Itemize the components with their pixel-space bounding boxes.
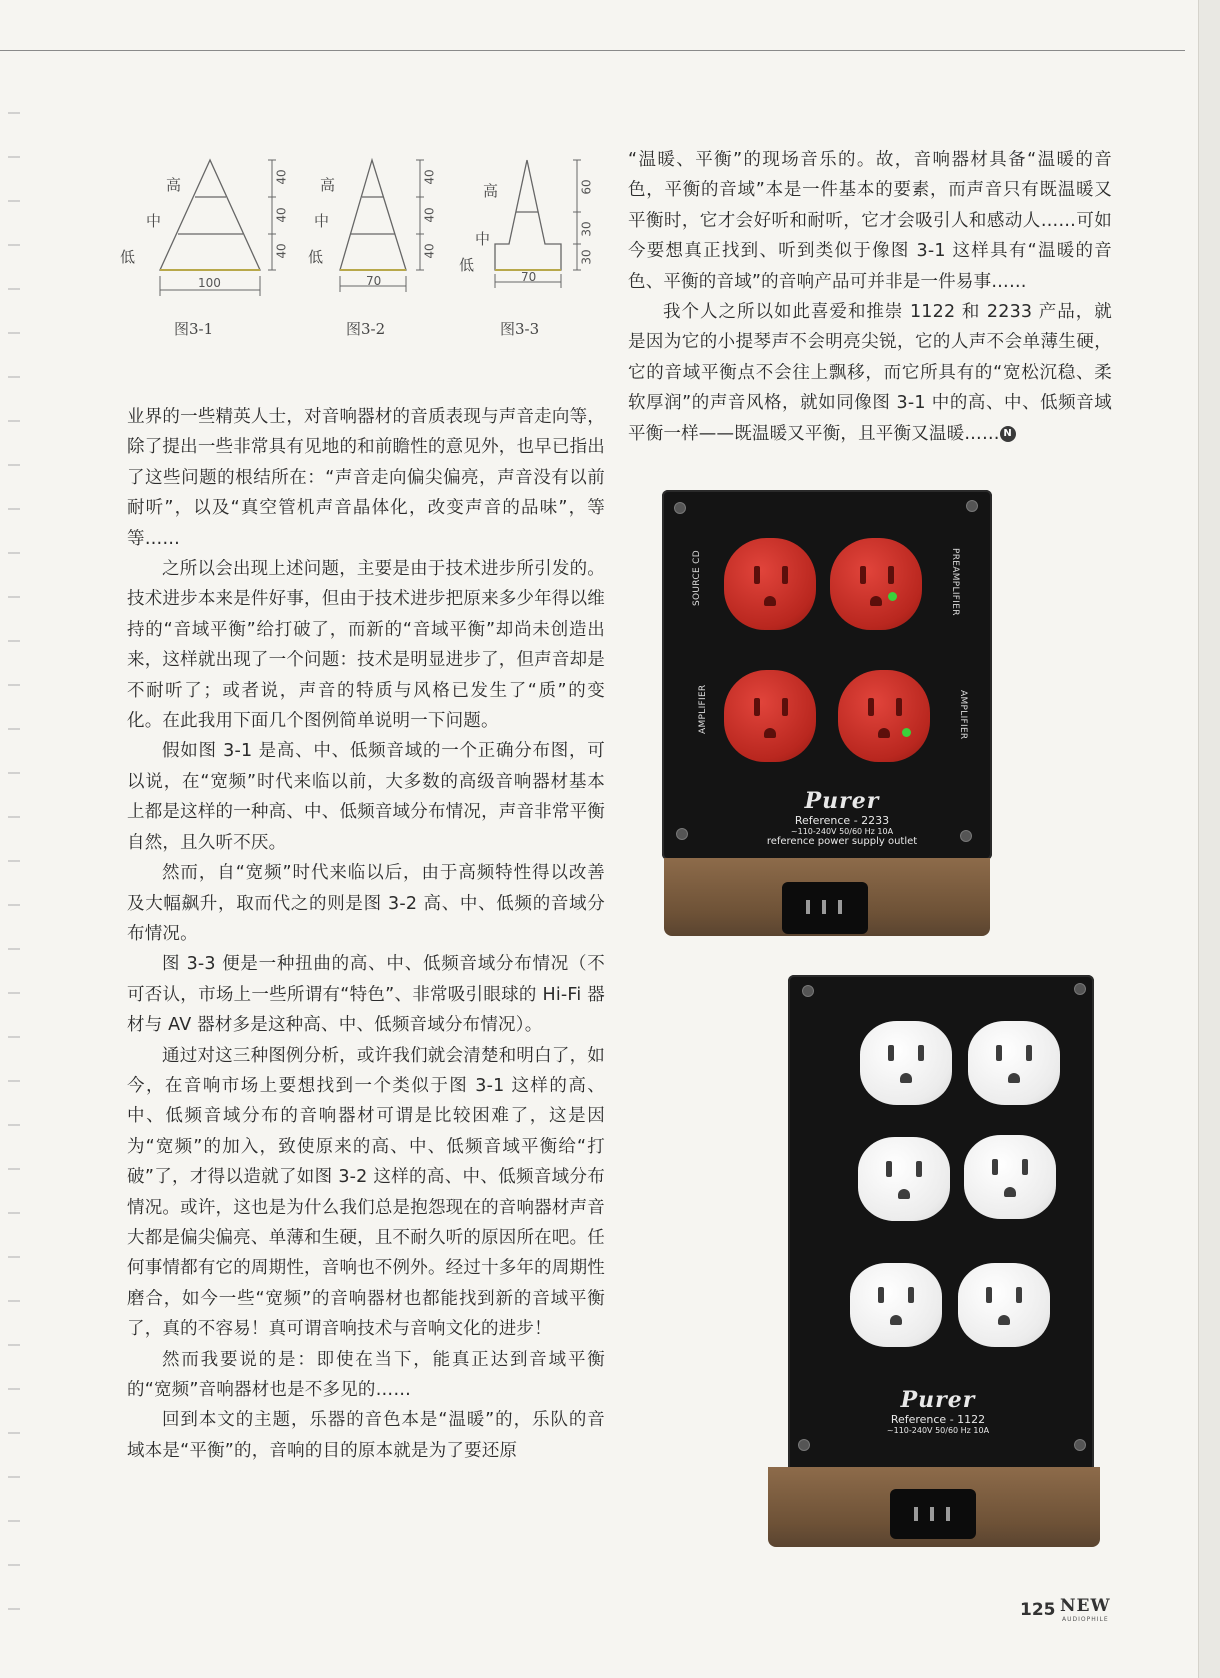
dim-seg3: 30 (579, 249, 594, 265)
product-photo-1122 (768, 975, 1100, 1553)
paragraph: 回到本文的主题，乐器的音色本是“温暖”的，乐队的音域本是“平衡”的，音响的目的原本就是为了要还原 (127, 1410, 605, 1461)
screw-icon (798, 1439, 810, 1451)
spec-label: ~110-240V 50/60 Hz 10A (886, 1426, 990, 1435)
end-mark-icon: N (1000, 426, 1016, 442)
dim-seg1: 60 (579, 179, 594, 195)
screw-icon (960, 830, 972, 842)
white-outlet-icon (860, 1021, 952, 1105)
label-preamplifier: PREAMPLIFIER (950, 548, 960, 616)
screw-icon (676, 828, 688, 840)
screw-icon (674, 502, 686, 514)
caption-3-3: 图3-3 (500, 320, 540, 338)
triangle-figure (485, 158, 615, 328)
model-label: Reference - 1122 (890, 1413, 986, 1426)
dim-seg2: 40 (274, 207, 289, 223)
label-high: 高 (166, 176, 182, 194)
white-outlet-icon (964, 1135, 1056, 1219)
margin-ticks (8, 70, 20, 1630)
label-source-cd: SOURCE CD (692, 550, 702, 606)
label-low: 低 (120, 248, 136, 266)
article-left-column (127, 402, 605, 1466)
screw-icon (966, 500, 978, 512)
paragraph: 然而我要说的是：即使在当下，能真正达到音域平衡的“宽频”音响器材也是不多见的…… (127, 1349, 605, 1400)
paragraph: “温暖、平衡”的现场音乐的。故，音响器材具备“温暖的音色，平衡的音域”本是一件基本的要素，而声音只有既温暖又平衡时，它才会好听和耐听，它才会吸引人和感动人……可如今要想真正找到、听到类似于像图 3-1 这样具有“温暖的音色、平衡的音域”的音响产品可并非是一件易事…… (628, 150, 1112, 292)
indicator-led-icon (902, 728, 911, 737)
brand-plate (742, 788, 942, 847)
label-high: 高 (320, 176, 336, 194)
label-amplifier-left: AMPLIFIER (698, 684, 708, 734)
caption-3-1: 图3-1 (174, 320, 214, 338)
label-low: 低 (459, 256, 475, 274)
red-outlet-icon (724, 670, 816, 762)
diagram-3-1 (120, 158, 300, 358)
label-high: 高 (483, 182, 499, 200)
model-label: Reference - 2233 (794, 814, 890, 827)
paragraph: 图 3-3 便是一种扭曲的高、中、低频音域分布情况（不可否认，市场上一些所谓有“特色”、非常吸引眼球的 Hi-Fi 器材与 AV 器材多是这种高、中、低频音域分布情况）。 (127, 954, 605, 1036)
spec-label: ~110-240V 50/60 Hz 10A (790, 827, 894, 836)
page-number: 125 (1020, 1600, 1056, 1620)
magazine-sublogo: AUDIOPHILE (1062, 1616, 1109, 1623)
tagline-label: reference power supply outlet (766, 836, 918, 847)
label-mid: 中 (146, 212, 162, 230)
label-low: 低 (308, 248, 324, 266)
page-edge (1198, 0, 1220, 1678)
brand-logo: Purer (900, 1387, 976, 1413)
triangle-figure (330, 158, 460, 328)
paragraph: 然而，自“宽频”时代来临以后，由于高频特性得以改善及大幅飙升，取而代之的则是图 3-2 高、中、低频的音域分布情况。 (127, 863, 605, 944)
screw-icon (1074, 983, 1086, 995)
dim-seg2: 40 (422, 207, 437, 223)
brand-logo: Purer (804, 788, 880, 814)
dim-seg2: 30 (579, 221, 594, 237)
product-photo-2233 (662, 490, 992, 945)
dim-base: 100 (198, 276, 221, 290)
white-outlet-icon (968, 1021, 1060, 1105)
dim-base: 70 (521, 270, 537, 284)
paragraph: 假如图 3-1 是高、中、低频音域的一个正确分布图，可以说，在“宽频”时代来临以前，大多数的高级音响器材基本上都是这样的一种高、中、低频音域分布情况，声音非常平衡自然，且久听不厌。 (127, 741, 605, 853)
paragraph: 通过对这三种图例分析，或许我们就会清楚和明白了，如今，在音响市场上要想找到一个类似于图 3-1 这样的高、中、低频音域分布的音响器材可谓是比较困难了，这是因为“宽频”的加入，致使原来的高、中、低频音域平衡给“打破”了，才得以造就了如图 3-2 这样的高、中、低频音域分布情况。或许，这也是为什么我们总是抱怨现在的音响器材声音大都是偏尖偏亮、单薄和生硬，且不耐久听的原因所在吧。任何事情都有它的周期性，音响也不例外。经过十多年的周期性磨合，如今一些“宽频”的音响器材也都能找到新的音域平衡了，真的不容易！真可谓音响技术与音响文化的进步！ (127, 1045, 605, 1340)
power-inlet-icon (890, 1489, 976, 1539)
dim-base: 70 (366, 274, 382, 288)
red-outlet-icon (724, 538, 816, 630)
caption-3-2: 图3-2 (346, 320, 386, 338)
power-inlet-icon (782, 882, 868, 934)
dim-seg3: 40 (422, 243, 437, 259)
paragraph: 之所以会出现上述问题，主要是由于技术进步所引发的。技术进步本来是件好事，但由于技术进步把原来多少年得以维持的“音域平衡”给打破了，而新的“音域平衡”却尚未创造出来，这样就出现了一个问题：技术是明显进步了，但声音却是不耐听了；或者说，声音的特质与风格已发生了“质”的变化。在此我用下面几个图例简单说明一下问题。 (127, 559, 605, 732)
white-outlet-icon (850, 1263, 942, 1347)
paragraph (628, 297, 1112, 449)
red-outlet-icon (830, 538, 922, 630)
label-mid: 中 (475, 230, 491, 248)
magazine-logo: NEW (1060, 1596, 1111, 1616)
label-mid: 中 (314, 212, 330, 230)
white-outlet-icon (858, 1137, 950, 1221)
red-outlet-icon (838, 670, 930, 762)
indicator-led-icon (888, 592, 897, 601)
dim-seg3: 40 (274, 243, 289, 259)
white-outlet-icon (958, 1263, 1050, 1347)
top-rule (0, 50, 1185, 51)
dim-seg1: 40 (422, 169, 437, 185)
screw-icon (1074, 1439, 1086, 1451)
dim-seg1: 40 (274, 169, 289, 185)
article-right-column (628, 145, 1112, 449)
label-amplifier-right: AMPLIFIER (958, 690, 968, 740)
screw-icon (802, 985, 814, 997)
brand-plate (838, 1387, 1038, 1435)
paragraph-text: 我个人之所以如此喜爱和推崇 1122 和 2233 产品，就是因为它的小提琴声不会明亮尖锐，它的人声不会单薄生硬，它的音域平衡点不会往上飘移，而它所具有的“宽松沉稳、柔软厚润”的声音风格，就如同像图 3-1 中的高、中、低频音域平衡一样——既温暖又平衡，且平衡又温暖…… (628, 302, 1112, 444)
paragraph: 业界的一些精英人士，对音响器材的音质表现与声音走向等，除了提出一些非常具有见地的和前瞻性的意见外，也早已指出了这些问题的根结所在：“声音走向偏尖偏亮，声音没有以前耐听”，以及“真空管机声音晶体化，改变声音的品味”，等等…… (127, 407, 605, 549)
